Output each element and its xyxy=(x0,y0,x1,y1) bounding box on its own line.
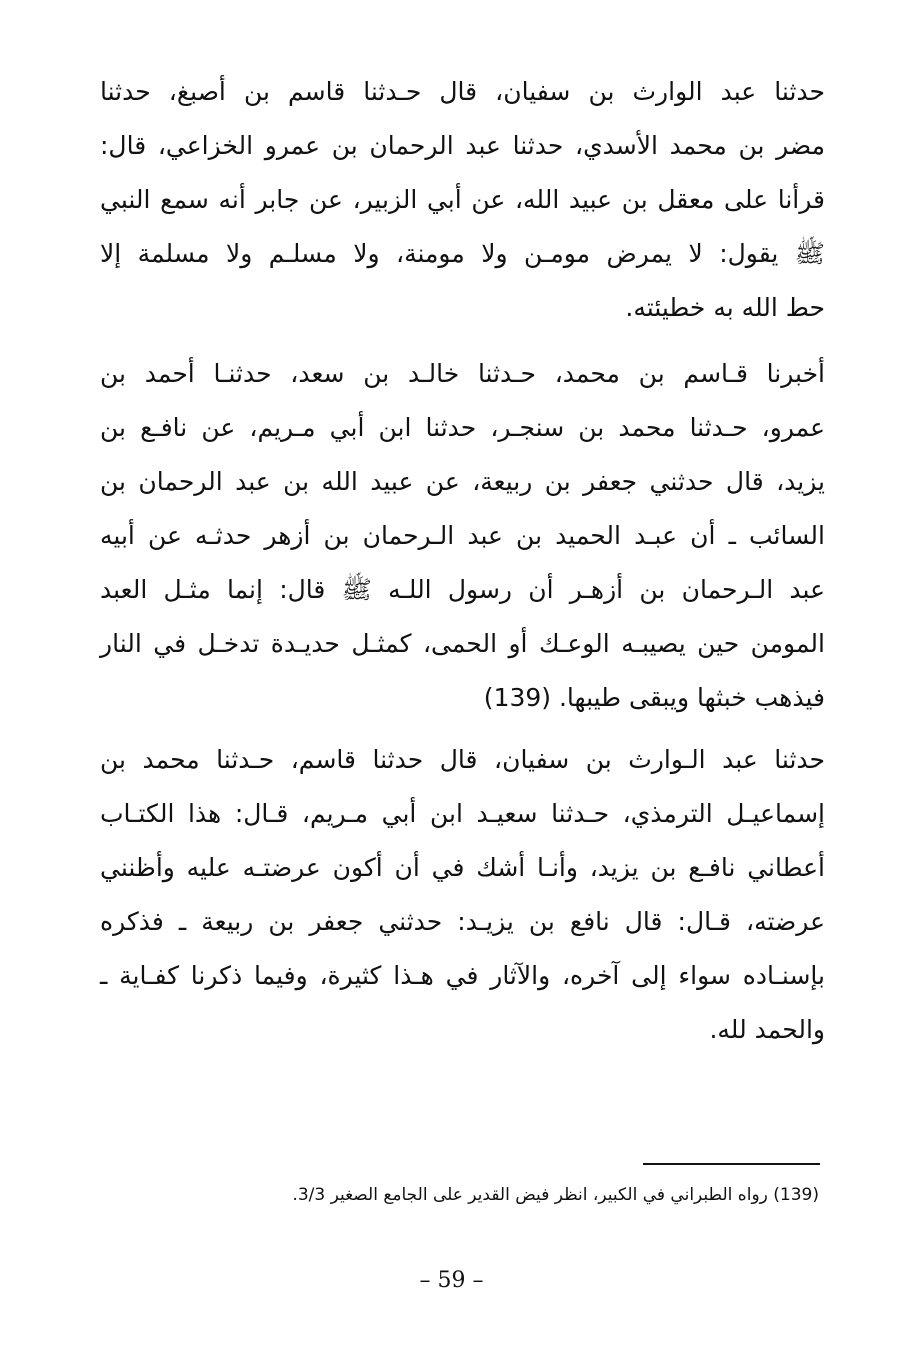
text-line: أخبرنا قـاسم بن محمد، حـدثنا خالـد بن سعد، حدثنـا أحمد بن xyxy=(100,359,825,388)
page-number: – 59 – xyxy=(419,1268,484,1293)
text-line: والحمد لله. xyxy=(709,1015,825,1044)
text-line: ﷺ يقول: لا يمرض مومـن ولا مومنة، ولا مسلـم ولا مسلمة إلا xyxy=(100,239,825,268)
footnote: (139) رواه الطبراني في الكبير، انظر فيض القدير على الجامع الصغير 3/3. xyxy=(292,1185,819,1205)
text-line: مضر بن محمد الأسدي، حدثنا عبد الرحمان بن عمرو الخزاعي، قال: xyxy=(100,131,825,160)
text-line: إسماعيـل الترمذي، حـدثنا سعيـد ابن أبي مـريم، قـال: هذا الكتـاب xyxy=(100,799,825,828)
text-line: عمرو، حـدثنا محمد بن سنجـر، حدثنا ابن أبي مـريم، عن نافـع بن xyxy=(100,413,825,442)
text-line: يزيد، قال حدثني جعفر بن ربيعة، عن عبيد الله بن عبد الرحمان بن xyxy=(100,467,825,496)
footnote-divider xyxy=(643,1163,820,1165)
text-line: حط الله به خطيئته. xyxy=(625,293,825,322)
text-line: المومن حين يصيبـه الوعـك أو الحمى، كمثـل حديـدة تدخـل في النار xyxy=(100,629,825,658)
text-line: حدثنا عبد الوارث بن سفيان، قال حـدثنا قاسم بن أصبغ، حدثنا xyxy=(100,77,825,106)
paragraph-3 xyxy=(100,733,825,1057)
text-line: عرضته، قـال: قال نافع بن يزيـد: حدثني جعفر بن ربيعة ـ فذكره xyxy=(100,907,825,936)
text-line: فيذهب خبثها ويبقى طيبها. (139) xyxy=(483,683,825,712)
paragraph-1 xyxy=(100,65,825,335)
paragraph-2 xyxy=(100,347,825,725)
text-line: حدثنا عبد الـوارث بن سفيان، قال حدثنا قاسم، حـدثنا محمد بن xyxy=(100,745,825,774)
text-line: قرأنا على معقل بن عبيد الله، عن أبي الزبير، عن جابر أنه سمع النبي xyxy=(100,185,825,214)
text-line: عبد الـرحمان بن أزهـر أن رسول اللـه ﷺ قال: إنما مثـل العبد xyxy=(100,575,825,604)
text-line: بإسنـاده سواء إلى آخره، والآثار في هـذا كثيرة، وفيما ذكرنا كفـاية ـ xyxy=(100,961,825,990)
text-line: أعطاني نافـع بن يزيد، وأنـا أشك في أن أكون عرضتـه عليه وأظنني xyxy=(100,853,825,882)
text-line: السائب ـ أن عبـد الحميد بن عبد الـرحمان بن أزهر حدثـه عن أبيه xyxy=(100,521,825,550)
